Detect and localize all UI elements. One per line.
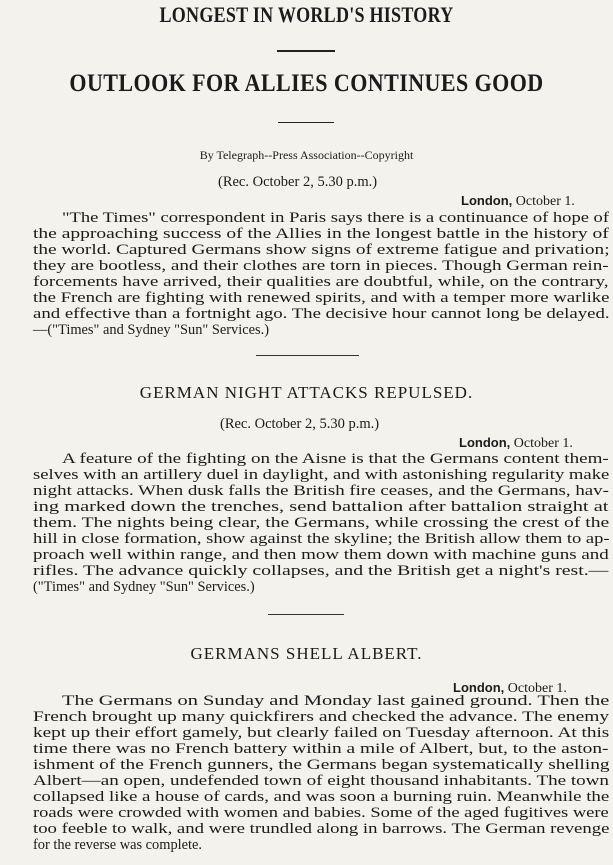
- article-line: ("Times" and Sydney "Sun" Services.): [33, 579, 255, 595]
- article-line: proach well within range, and then mow them down with machine guns and: [33, 547, 609, 563]
- article-line: Albert—an open, undefended town of eight thousand inhabitants. The town: [33, 773, 609, 789]
- article-line: —("Times" and Sydney "Sun" Services.): [33, 322, 270, 338]
- article-line: roads were crowded with women and babies. Some of the aged fugitives were: [33, 805, 609, 821]
- article-line: time there was no French battery within a mile of Albert, but, to the aston-: [33, 741, 609, 757]
- article-title: GERMAN NIGHT ATTACKS REPULSED.: [139, 383, 474, 402]
- article-line: the approaching success of the Allies in the longest battle in the history of: [33, 226, 609, 242]
- received-time: (Rec. October 2, 5.30 p.m.): [218, 174, 378, 190]
- section-rule: [268, 614, 344, 615]
- received-time: (Rec. October 2, 5.30 p.m.): [220, 416, 380, 432]
- article-line: them. The nights being clear, the Germans, while crossing the crest of the: [33, 515, 610, 531]
- dateline: [461, 193, 575, 210]
- dateline-date: October 1.: [507, 681, 567, 696]
- press-credit: By Telegraph--Press Association--Copyright: [199, 148, 414, 162]
- article-line: kept up their effort gamely, but clearly failed on Tuesday afternoon. At this: [33, 725, 610, 741]
- dateline-place: London,: [453, 680, 505, 695]
- article-line: too feeble to walk, and were trundled along in barrows. The German revenge: [33, 821, 610, 837]
- dateline-date: October 1.: [515, 194, 575, 209]
- article-line: The Germans on Sunday and Monday last gained ground. Then the: [62, 693, 610, 709]
- subheadline-rule: [278, 122, 334, 123]
- dateline-place: London,: [459, 435, 511, 450]
- article-line: and effective than a fortnight ago. The decisive hour cannot long be delayed.: [33, 306, 610, 322]
- headline-rule: [277, 50, 335, 52]
- subheadline: OUTLOOK FOR ALLIES CONTINUES GOOD: [69, 70, 544, 97]
- article-line: the world. Captured Germans show signs of extreme fatigue and privation;: [33, 242, 610, 258]
- article-line: forcements have arrived, their qualities are doubtful, while, on the contrary,: [33, 274, 609, 290]
- article-line: for the reverse was complete.: [33, 837, 203, 853]
- article-line: they are bootless, and their clothes are torn in pieces. Though German rein-: [33, 258, 609, 274]
- article-line: ing marked down the trenches, send battalion after battalion straight at: [33, 499, 609, 515]
- dateline-date: October 1.: [513, 436, 573, 451]
- article-line: rifles. The advance quickly collapses, and the British get a night's rest.—: [33, 563, 609, 579]
- article-line: hill in close formation, show against the skyline; the British allow them to ap-: [33, 531, 610, 547]
- article-line: A feature of the fighting on the Aisne is that the Germans content them-: [62, 451, 609, 467]
- article-line: collapsed like a house of cards, and was soon a burning ruin. Meanwhile the: [33, 789, 610, 805]
- article-title: GERMANS SHELL ALBERT.: [190, 644, 423, 663]
- article-line: selves with an artillery duel in daylight, and with astonishing regularity make: [33, 467, 610, 483]
- dateline-place: London,: [461, 193, 513, 208]
- article-line: ishment of the French gunners, the Germans began systematically shelling: [33, 757, 610, 773]
- article-line: night attacks. When dusk falls the British fire ceases, and the Germans, hav-: [33, 483, 609, 499]
- article-line: "The Times" correspondent in Paris says there is a continuance of hope of: [62, 210, 609, 226]
- article-line: the French are fighting with renewed spirits, and with a temper more warlike: [33, 290, 610, 306]
- article-line: French brought up many quickfirers and checked the advance. The enemy: [33, 709, 610, 725]
- section-rule: [256, 355, 359, 356]
- dateline: [459, 435, 573, 452]
- headline: LONGEST IN WORLD'S HISTORY: [159, 2, 454, 27]
